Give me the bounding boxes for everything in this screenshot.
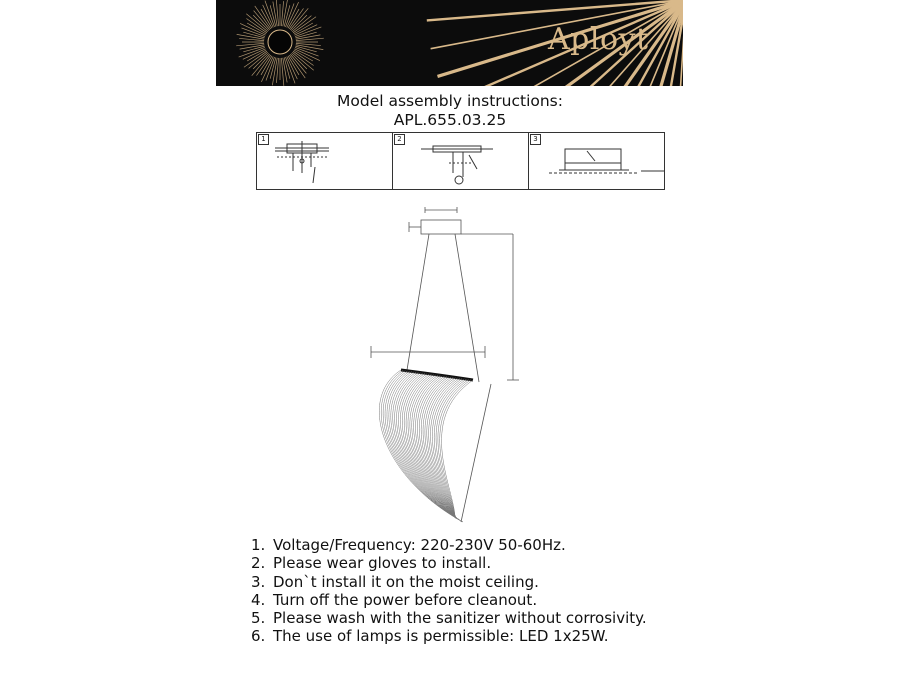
step-3-diagram (529, 133, 665, 189)
item-number: 1. (251, 536, 266, 554)
item-text: Turn off the power before cleanout. (273, 590, 538, 609)
list-item (251, 591, 647, 609)
step-1-diagram (257, 133, 367, 189)
assembly-steps (256, 132, 664, 190)
item-number: 5. (251, 609, 266, 628)
item-number: 2. (251, 554, 266, 573)
instructions-list (251, 536, 647, 646)
list-item (251, 573, 647, 591)
step-number: 3 (530, 134, 541, 145)
item-text: Please wear gloves to install. (273, 554, 492, 573)
step-number: 2 (394, 134, 405, 145)
assembly-step-3 (528, 132, 665, 190)
assembly-step-1 (256, 132, 393, 190)
item-text: Please wash with the sanitizer without corrosivity. (273, 609, 647, 628)
assembly-step-2 (392, 132, 529, 190)
list-item (251, 536, 647, 554)
list-item (251, 627, 647, 645)
lamp-technical-drawing (345, 200, 535, 535)
item-number: 6. (251, 627, 266, 646)
step-number: 1 (258, 134, 269, 145)
item-number: 4. (251, 590, 266, 609)
item-number: 3. (251, 572, 266, 591)
brand-banner (216, 0, 683, 86)
item-text: Voltage/Frequency: 220-230V 50-60Hz. (273, 536, 566, 554)
step-2-diagram (393, 133, 529, 189)
list-item (251, 609, 647, 627)
item-text: Don`t install it on the moist ceiling. (273, 572, 539, 591)
list-item (251, 554, 647, 572)
page-title: Model assembly instructions: (337, 92, 563, 110)
item-text: The use of lamps is permissible: LED 1x25W. (273, 627, 609, 646)
brand-logo-text: Aployt (548, 22, 649, 57)
model-number: APL.655.03.25 (393, 111, 507, 129)
